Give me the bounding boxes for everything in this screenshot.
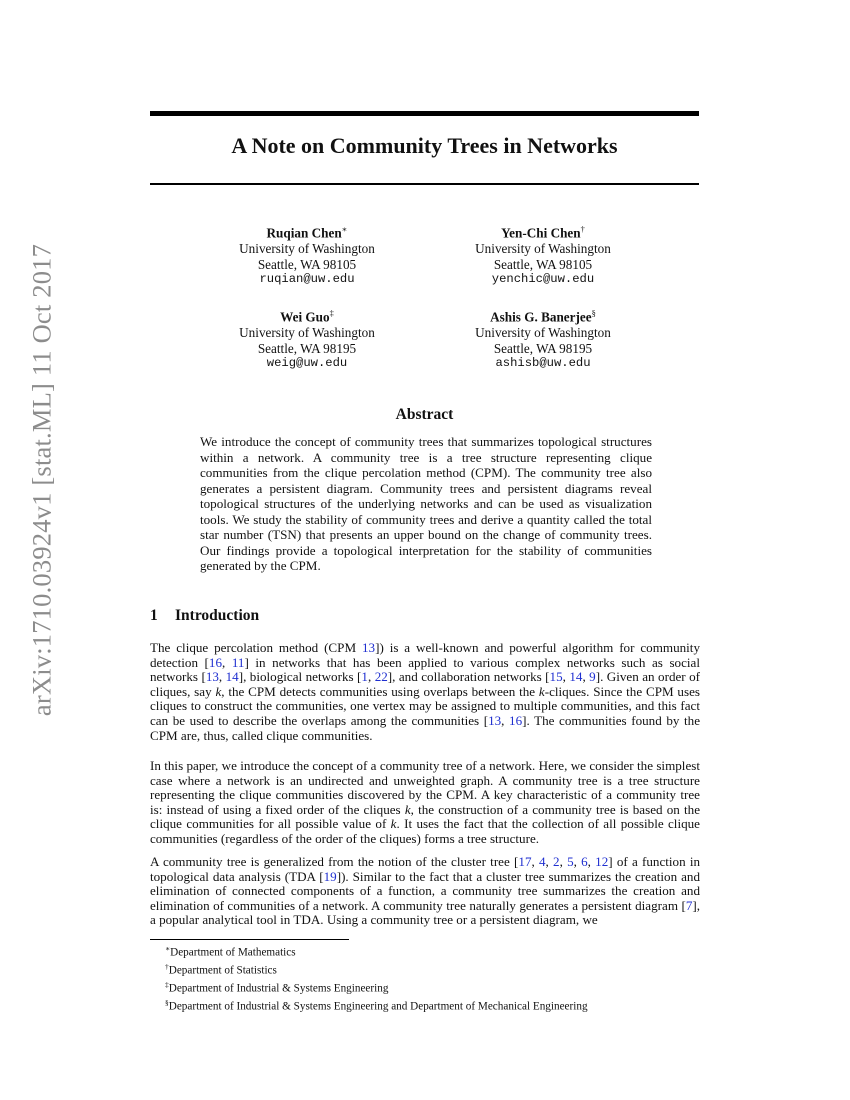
citation-link[interactable]: 2 (553, 854, 560, 869)
citation-link[interactable]: 14 (569, 669, 583, 685)
text-run: ]. The communities found by the CPM are, thus, called clique communities. (150, 712, 701, 743)
math-symbol: k (538, 683, 545, 699)
title-bottom-rule (150, 183, 699, 185)
author-email[interactable]: weig@uw.edu (266, 356, 348, 371)
citation-link[interactable]: 22 (374, 669, 388, 685)
text-run: -cliques. Since the CPM uses cliques to construct the communities, one vertex may be assigned to multiple communities, and this fact can be used to describe the overlaps among the communities [ (150, 683, 700, 728)
text-run: , (218, 669, 226, 685)
author-block (423, 222, 663, 288)
footnote: §Department of Industrial & Systems Engineering and Department of Mechanical Engineering (165, 998, 588, 1014)
text-run: A community tree is generalized from the notion of the cluster tree [ (150, 854, 519, 869)
arxiv-identifier-stamp: arXiv:1710.03924v1 [stat.ML] 11 Oct 2017 (26, 243, 57, 717)
citation-link[interactable]: 14 (225, 669, 239, 685)
author-email[interactable]: ruqian@uw.edu (259, 272, 355, 287)
text-run: ], and collaboration networks [ (387, 669, 550, 685)
text-run: The clique percolation method (CPM (150, 640, 362, 655)
title-top-rule (150, 111, 699, 116)
math-symbol: k (404, 801, 411, 817)
intro-paragraph-3 (150, 855, 700, 928)
author-address: Seattle, WA 98195 (493, 340, 593, 356)
intro-paragraph-2 (150, 759, 700, 847)
footnote: ‡Department of Industrial & Systems Engineering (165, 980, 389, 996)
author-email[interactable]: yenchic@uw.edu (491, 272, 595, 287)
author-affiliation: University of Washington (475, 324, 611, 340)
author-address: Seattle, WA 98195 (257, 340, 357, 356)
text-run: In this paper, we introduce the concept of a community tree of a network. Here, we consider the simplest case where a network is an undirected and unweighted graph. A community tree is a tree structure representing the clique communities discovered by the CPM. A key characteristic of a community tree is: instead of using a fixed order of the cliques (150, 758, 700, 817)
text-run: , (587, 854, 596, 869)
citation-link[interactable]: 7 (685, 897, 693, 913)
citation-link[interactable]: 16 (509, 712, 523, 728)
text-run: , (367, 669, 375, 685)
text-run: , (559, 854, 568, 869)
citation-link[interactable]: 13 (488, 712, 502, 728)
intro-paragraph-1 (150, 641, 700, 743)
text-run: , (582, 669, 590, 685)
author-address: Seattle, WA 98105 (493, 256, 593, 272)
citation-link[interactable]: 1 (361, 669, 368, 685)
citation-link[interactable]: 17 (518, 854, 532, 869)
footnote: ∗Department of Mathematics (165, 944, 296, 959)
text-run: , (501, 712, 510, 728)
author-affiliation: University of Washington (475, 240, 611, 256)
citation-link[interactable]: 13 (361, 640, 376, 655)
text-run: ]) is a well-known and powerful algorithm for community detection [ (150, 640, 700, 670)
text-run: ]). Similar to the fact that a cluster tree summarizes the creation and elimination of connected components of a function, a community tree summarizes the creation and elimination of communities of a network. A community tree naturally generates a persistent diagram [ (150, 868, 700, 913)
affiliation-mark: ∗ (341, 224, 348, 234)
footnote: †Department of Statistics (165, 962, 277, 977)
text-run: ]. Given an order of cliques, say (150, 669, 701, 699)
citation-link[interactable]: 19 (323, 868, 337, 884)
text-run: , (562, 669, 570, 685)
affiliation-mark: † (580, 224, 585, 234)
text-run: , the CPM detects communities using overlaps between the (221, 683, 539, 699)
footnotes (165, 942, 705, 1015)
text-run: , the construction of a community tree is based on the clique communities for all possible value of (150, 801, 701, 832)
author-address: Seattle, WA 98105 (257, 256, 357, 272)
math-symbol: k (215, 683, 222, 699)
abstract-text: We introduce the concept of community trees that summarizes topological structures within a network. A community tree is a tree structure representing clique communities from the clique percolation method (CPM). The community tree also generates a persistent diagram. Community trees and persistent diagrams reveal topological structures of the underlying networks and can be used as visualization tools. We study the stability of community trees and derive a quantity called the total star number (TSN) that presents an upper bound on the change of community trees. Our findings provide a topological interpretation for the stability of communities generated by the CPM. (200, 434, 652, 573)
math-symbol: k (390, 816, 397, 832)
affiliation-mark: § (591, 308, 596, 318)
text-run: . It uses the fact that the collection of all possible clique communities (regardless of the order of the cliques) forms a tree structure. (150, 816, 700, 846)
author-name: Ashis G. Banerjee§ (490, 308, 596, 325)
citation-link[interactable]: 6 (581, 854, 588, 869)
author-name: Wei Guo‡ (280, 308, 334, 325)
affiliation-mark: ‡ (329, 308, 334, 318)
section-number: 1 (150, 607, 158, 624)
section-title: Introduction (175, 607, 260, 624)
author-affiliation: University of Washington (239, 240, 375, 256)
author-block (187, 306, 427, 372)
citation-link[interactable]: 4 (538, 854, 546, 869)
citation-link[interactable]: 15 (549, 669, 563, 685)
author-name: Ruqian Chen∗ (266, 224, 348, 241)
citation-link[interactable]: 11 (231, 654, 245, 670)
text-run: ] in networks that has been applied to various complex networks such as social networks [ (150, 654, 701, 685)
text-run: ] of a function in topological data analysis (TDA [ (150, 854, 701, 884)
footnote-rule (150, 939, 349, 940)
author-block (187, 222, 427, 288)
author-name: Yen-Chi Chen† (501, 224, 585, 241)
citation-link[interactable]: 5 (567, 854, 574, 869)
section-heading-introduction (150, 607, 259, 625)
text-run: , (545, 854, 554, 869)
citation-link[interactable]: 9 (589, 669, 596, 685)
text-run: ], a popular analytical tool in TDA. Using a community tree or a persistent diagram, we (150, 897, 700, 928)
citation-link[interactable]: 16 (208, 654, 223, 670)
author-affiliation: University of Washington (239, 324, 375, 340)
author-email[interactable]: ashisb@uw.edu (495, 356, 591, 371)
text-run: ], biological networks [ (238, 669, 362, 685)
abstract-heading: Abstract (395, 406, 454, 423)
author-block (423, 306, 663, 372)
citation-link[interactable]: 12 (595, 854, 609, 869)
text-run: , (531, 854, 539, 869)
text-run: , (573, 854, 582, 869)
paper-title: A Note on Community Trees in Networks (231, 133, 618, 158)
text-run: , (222, 654, 232, 670)
citation-link[interactable]: 13 (205, 669, 219, 685)
